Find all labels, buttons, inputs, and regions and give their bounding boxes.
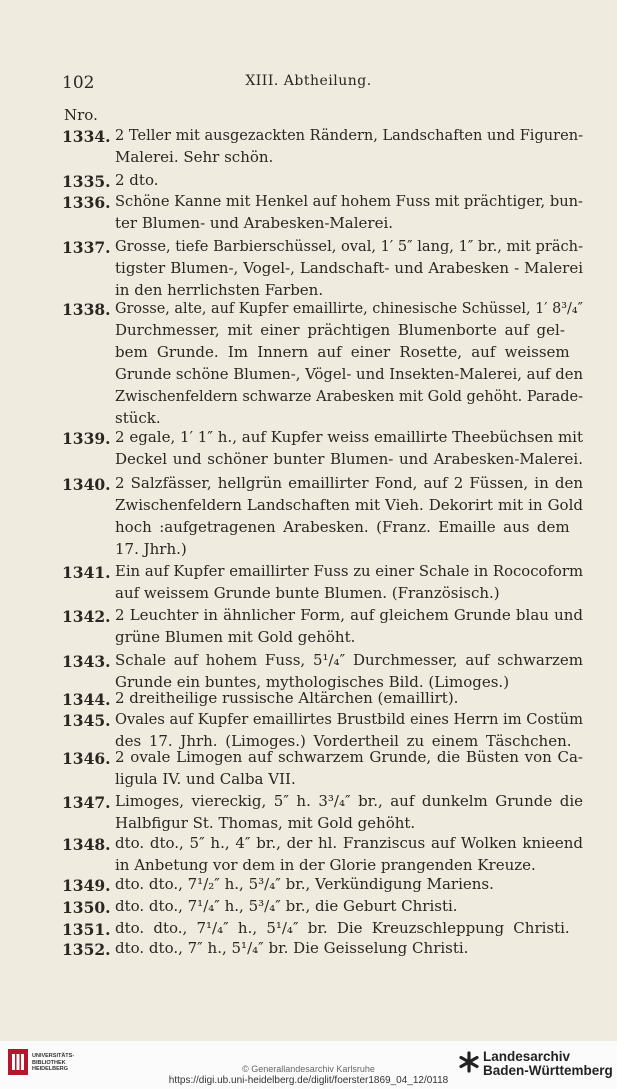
entry-text-line: stück.: [115, 409, 161, 427]
entry-text-line: Durchmesser, mit einer prächtigen Blumenborte auf gel-: [115, 321, 565, 339]
entry-text-line: Grunde ein buntes, mythologisches Bild. (Limoges.): [115, 673, 510, 691]
entry-number: 1343.: [62, 652, 111, 671]
entry-text-line: grüne Blumen mit Gold gehöht.: [115, 628, 356, 646]
entry-text-line: dto. dto., 7¹/₄″ h., 5¹/₄″ br. Die Kreuzschleppung Christi.: [115, 919, 570, 937]
entry-text-line: Grosse, tiefe Barbierschüssel, oval, 1′ 5″ lang, 1″ br., mit präch-: [115, 237, 583, 255]
entry-text-line: ter Blumen- und Arabesken-Malerei.: [115, 214, 394, 232]
entry-number: 1350.: [62, 898, 111, 917]
entry-text-line: Halbfigur St. Thomas, mit Gold gehöht.: [115, 814, 416, 832]
entry-text-line: in den herrlichsten Farben.: [115, 281, 324, 299]
entry-number: 1341.: [62, 563, 111, 582]
entry-text-line: Schöne Kanne mit Henkel auf hohem Fuss mit prächtiger, bun-: [115, 192, 583, 210]
entry-text-line: tigster Blumen-, Vogel-, Landschaft- und Arabesken - Malerei: [115, 259, 583, 277]
entry-text-line: dto. dto., 7¹/₂″ h., 5³/₄″ br., Verkündigung Mariens.: [115, 875, 494, 893]
entry-text-line: dto. dto., 5″ h., 4″ br., der hl. Franziscus auf Wolken knieend: [115, 834, 583, 852]
entry-text-line: Deckel und schöner bunter Blumen- und Arabesken-Malerei.: [115, 450, 583, 468]
entry-number: 1348.: [62, 835, 111, 854]
entry-text-line: des 17. Jhrh. (Limoges.) Vordertheil zu einem Täschchen.: [115, 732, 572, 750]
entry-number: 1351.: [62, 920, 111, 939]
entry-text-line: Ovales auf Kupfer emaillirtes Brustbild eines Herrn im Costüm: [115, 710, 583, 728]
footer-bar: [0, 1041, 617, 1089]
copyright-note: © Generallandesarchiv Karlsruhe: [242, 1064, 375, 1074]
running-title: XIII. Abtheilung.: [245, 73, 372, 89]
entry-text-line: Zwischenfeldern schwarze Arabesken mit Gold gehöht. Parade-: [115, 387, 583, 405]
entry-text-line: 17. Jhrh.): [115, 540, 187, 558]
landesarchiv-name: Landesarchiv Baden-Württemberg: [483, 1049, 613, 1078]
entry-number: 1338.: [62, 300, 111, 319]
entry-text-line: 2 Teller mit ausgezackten Rändern, Landschaften und Figuren-: [115, 126, 583, 144]
entry-number: 1344.: [62, 690, 111, 709]
entry-text-line: 2 dreitheilige russische Altärchen (emaillirt).: [115, 689, 459, 707]
entry-text-line: Ein auf Kupfer emaillirter Fuss zu einer Schale in Rococoform: [115, 562, 583, 580]
entry-number: 1342.: [62, 607, 111, 626]
entry-number: 1352.: [62, 940, 111, 959]
entry-number: 1345.: [62, 711, 111, 730]
entry-text-line: 2 Salzfässer, hellgrün emaillirter Fond, auf 2 Füssen, in den: [115, 474, 583, 492]
entry-text-line: 2 ovale Limogen auf schwarzem Grunde, die Büsten von Ca-: [115, 748, 583, 766]
university-library-name: UNIVERSITÄTS- BIBLIOTHEK HEIDELBERG: [32, 1053, 75, 1072]
entry-text-line: bem Grunde. Im Innern auf einer Rosette, auf weissem: [115, 343, 570, 361]
entry-text-line: ligula IV. und Calba VII.: [115, 770, 296, 788]
entry-number: 1349.: [62, 876, 111, 895]
entry-number: 1346.: [62, 749, 111, 768]
entry-text-line: 2 Leuchter in ähnlicher Form, auf gleichem Grunde blau und: [115, 606, 583, 624]
entry-text-line: 2 dto.: [115, 171, 159, 189]
entry-text-line: Grunde schöne Blumen-, Vögel- und Insekten-Malerei, auf den: [115, 365, 583, 383]
entry-number: 1335.: [62, 172, 111, 191]
entry-number: 1337.: [62, 238, 111, 257]
entry-text-line: hoch :aufgetragenen Arabesken. (Franz. Emaille aus dem: [115, 518, 570, 536]
permalink-url[interactable]: https://digi.ub.uni-heidelberg.de/diglit/foerster1869_04_12/0118: [168, 1075, 449, 1086]
entry-number: 1347.: [62, 793, 111, 812]
page-number: 102: [62, 73, 95, 93]
entry-number: 1336.: [62, 193, 111, 212]
landesarchiv-star-icon: [459, 1051, 479, 1073]
entry-number: 1334.: [62, 127, 111, 146]
entry-text-line: Limoges, viereckig, 5″ h. 3³/₄″ br., auf dunkelm Grunde die: [115, 792, 583, 810]
entry-text-line: dto. dto., 7¹/₄″ h., 5³/₄″ br., die Geburt Christi.: [115, 897, 458, 915]
entry-text-line: Malerei. Sehr schön.: [115, 148, 274, 166]
entry-number: 1339.: [62, 429, 111, 448]
entry-text-line: Schale auf hohem Fuss, 5¹/₄″ Durchmesser, auf schwarzem: [115, 651, 583, 669]
entry-text-line: Zwischenfeldern Landschaften mit Vieh. Dekorirt mit in Gold: [115, 496, 583, 514]
entry-text-line: in Anbetung vor dem in der Glorie prangenden Kreuze.: [115, 856, 536, 874]
nro-label: Nro.: [64, 106, 98, 124]
entry-text-line: Grosse, alte, auf Kupfer emaillirte, chinesische Schüssel, 1′ 8³/₄″: [115, 299, 583, 317]
entry-text-line: 2 egale, 1′ 1″ h., auf Kupfer weiss emaillirte Theebüchsen mit: [115, 428, 583, 446]
entry-text-line: auf weissem Grunde bunte Blumen. (Französisch.): [115, 584, 500, 602]
entry-number: 1340.: [62, 475, 111, 494]
entry-text-line: dto. dto., 7″ h., 5¹/₄″ br. Die Geisselung Christi.: [115, 939, 469, 957]
